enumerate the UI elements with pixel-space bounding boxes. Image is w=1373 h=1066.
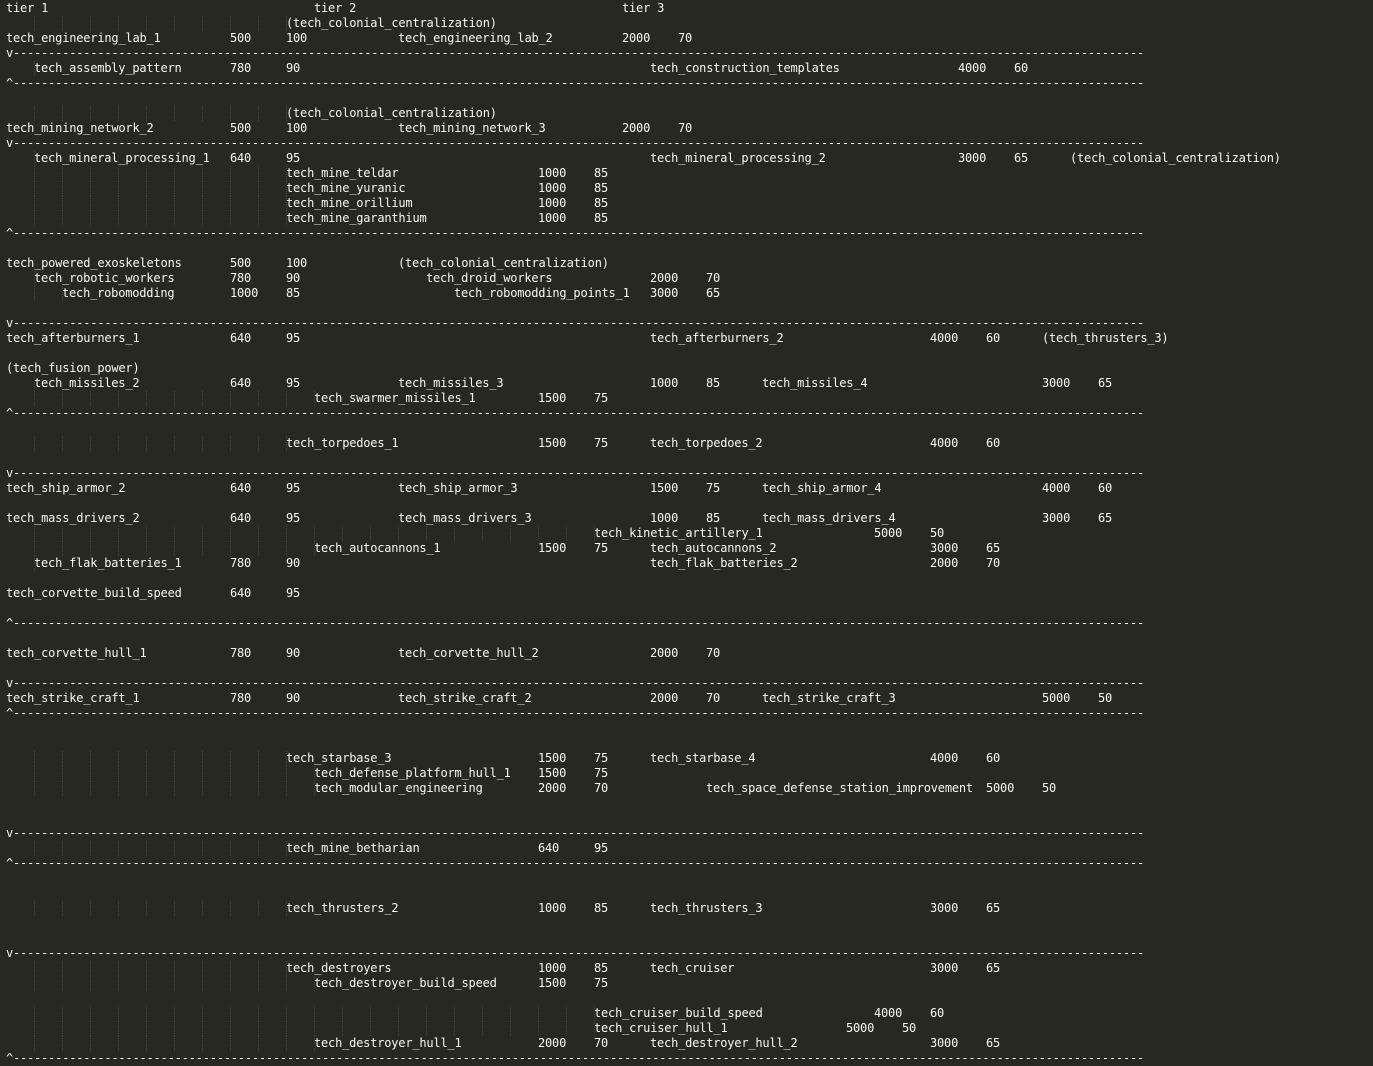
code-line[interactable]: ^----------------------------------------------------------------------------------------------------------------------------------------------------------------- (6, 406, 1144, 420)
code-line[interactable]: tech_robomodding 1000 85 tech_robomodding_points_1 3000 65 (6, 286, 721, 300)
code-line[interactable]: tech_mining_network_2 500 100 tech_mining_network_3 2000 70 (6, 121, 693, 135)
code-line[interactable]: tech_thrusters_2 1000 85 tech_thrusters_3 3000 65 (6, 901, 1001, 915)
code-line[interactable]: (tech_colonial_centralization) (6, 16, 497, 30)
code-line[interactable]: v----------------------------------------------------------------------------------------------------------------------------------------------------------------- (6, 676, 1144, 690)
code-line[interactable]: tech_destroyers 1000 85 tech_cruiser 3000 65 (6, 961, 1001, 975)
code-line[interactable]: tech_cruiser_build_speed 4000 60 (6, 1006, 945, 1020)
code-line[interactable]: tech_mine_yuranic 1000 85 (6, 181, 609, 195)
code-line[interactable]: v----------------------------------------------------------------------------------------------------------------------------------------------------------------- (6, 316, 1144, 330)
code-line[interactable]: (tech_fusion_power) (6, 361, 140, 375)
code-line[interactable]: tier 1 tier 2 tier 3 (6, 1, 665, 15)
code-line[interactable]: tech_strike_craft_1 780 90 tech_strike_craft_2 2000 70 tech_strike_craft_3 5000 50 (6, 691, 1113, 705)
code-line[interactable]: tech_kinetic_artillery_1 5000 50 (6, 526, 945, 540)
code-line[interactable]: ^----------------------------------------------------------------------------------------------------------------------------------------------------------------- (6, 76, 1144, 90)
code-line[interactable]: tech_destroyer_build_speed 1500 75 (6, 976, 609, 990)
code-line[interactable]: tech_mineral_processing_1 640 95 tech_mineral_processing_2 3000 65 (tech_colonial_centralization) (6, 151, 1281, 165)
code-line[interactable]: v----------------------------------------------------------------------------------------------------------------------------------------------------------------- (6, 826, 1144, 840)
code-line[interactable]: tech_modular_engineering 2000 70 tech_space_defense_station_improvement 5000 50 (6, 781, 1057, 795)
code-line[interactable]: tech_engineering_lab_1 500 100 tech_engineering_lab_2 2000 70 (6, 31, 693, 45)
code-line[interactable]: v----------------------------------------------------------------------------------------------------------------------------------------------------------------- (6, 46, 1144, 60)
code-line[interactable]: tech_flak_batteries_1 780 90 tech_flak_batteries_2 2000 70 (6, 556, 1001, 570)
editor-text-area[interactable] (6, 0, 1373, 1065)
code-line[interactable]: ^----------------------------------------------------------------------------------------------------------------------------------------------------------------- (6, 616, 1144, 630)
code-line[interactable]: tech_starbase_3 1500 75 tech_starbase_4 4000 60 (6, 751, 1001, 765)
code-line[interactable]: tech_mine_orillium 1000 85 (6, 196, 609, 210)
code-line[interactable]: tech_assembly_pattern 780 90 tech_construction_templates 4000 60 (6, 61, 1029, 75)
code-line[interactable]: ^----------------------------------------------------------------------------------------------------------------------------------------------------------------- (6, 1051, 1144, 1065)
code-line[interactable]: tech_mass_drivers_2 640 95 tech_mass_drivers_3 1000 85 tech_mass_drivers_4 3000 65 (6, 511, 1113, 525)
code-line[interactable]: tech_missiles_2 640 95 tech_missiles_3 1000 85 tech_missiles_4 3000 65 (6, 376, 1113, 390)
code-line[interactable]: ^----------------------------------------------------------------------------------------------------------------------------------------------------------------- (6, 856, 1144, 870)
code-line[interactable]: tech_destroyer_hull_1 2000 70 tech_destroyer_hull_2 3000 65 (6, 1036, 1001, 1050)
code-line[interactable]: tech_powered_exoskeletons 500 100 (tech_colonial_centralization) (6, 256, 609, 270)
code-line[interactable]: tech_corvette_build_speed 640 95 (6, 586, 301, 600)
code-line[interactable]: ^----------------------------------------------------------------------------------------------------------------------------------------------------------------- (6, 706, 1144, 720)
code-line[interactable]: tech_autocannons_1 1500 75 tech_autocannons_2 3000 65 (6, 541, 1001, 555)
code-line[interactable]: v----------------------------------------------------------------------------------------------------------------------------------------------------------------- (6, 466, 1144, 480)
code-line[interactable]: tech_ship_armor_2 640 95 tech_ship_armor_3 1500 75 tech_ship_armor_4 4000 60 (6, 481, 1113, 495)
code-line[interactable]: tech_mine_teldar 1000 85 (6, 166, 609, 180)
code-line[interactable]: tech_cruiser_hull_1 5000 50 (6, 1021, 917, 1035)
code-line[interactable]: v----------------------------------------------------------------------------------------------------------------------------------------------------------------- (6, 946, 1144, 960)
code-line[interactable]: tech_torpedoes_1 1500 75 tech_torpedoes_2 4000 60 (6, 436, 1001, 450)
code-line[interactable]: tech_afterburners_1 640 95 tech_afterburners_2 4000 60 (tech_thrusters_3) (6, 331, 1169, 345)
code-line[interactable]: tech_mine_garanthium 1000 85 (6, 211, 609, 225)
code-line[interactable]: tech_corvette_hull_1 780 90 tech_corvette_hull_2 2000 70 (6, 646, 721, 660)
code-line[interactable]: tech_defense_platform_hull_1 1500 75 (6, 766, 609, 780)
code-line[interactable]: tech_robotic_workers 780 90 tech_droid_workers 2000 70 (6, 271, 721, 285)
code-line[interactable]: tech_mine_betharian 640 95 (6, 841, 609, 855)
code-line[interactable]: tech_swarmer_missiles_1 1500 75 (6, 391, 609, 405)
code-line[interactable]: ^----------------------------------------------------------------------------------------------------------------------------------------------------------------- (6, 226, 1144, 240)
code-line[interactable]: v----------------------------------------------------------------------------------------------------------------------------------------------------------------- (6, 136, 1144, 150)
code-line[interactable]: (tech_colonial_centralization) (6, 106, 497, 120)
